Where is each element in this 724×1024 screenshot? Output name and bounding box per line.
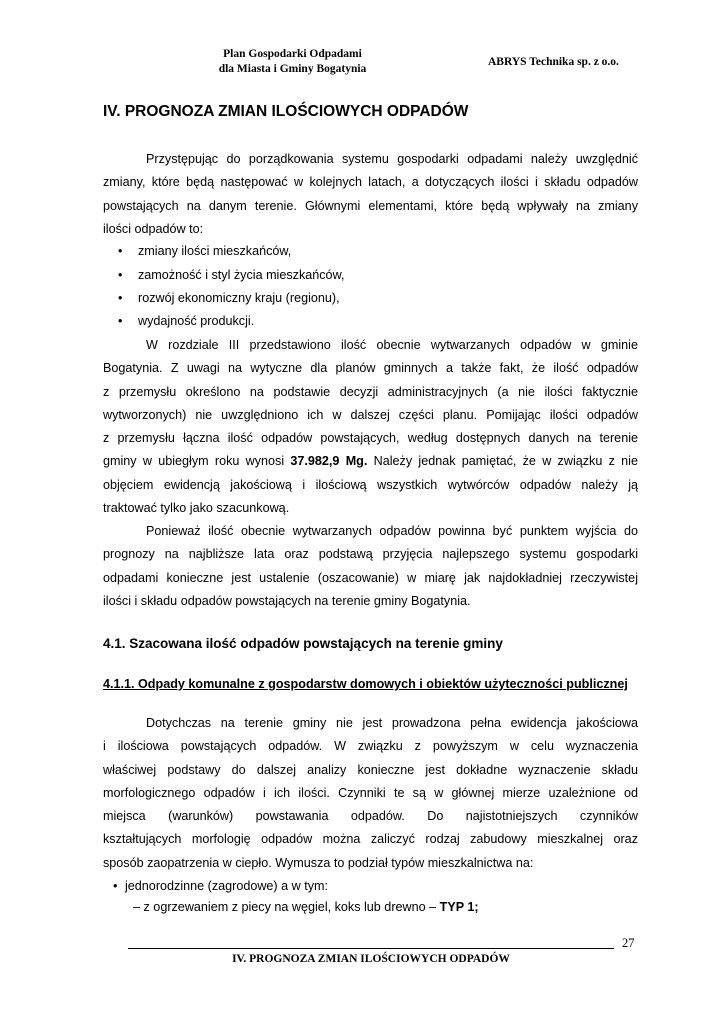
sub-list-item-label: z ogrzewaniem z piecy na węgiel, koks lub drewno – xyxy=(143,900,440,914)
paragraph-line: prognozy na najbliższe lata oraz podstawą przyjęcia najlepszego systemu gospodarki xyxy=(103,547,638,562)
morphology-paragraph xyxy=(103,712,638,875)
paragraph-line: wytworzonych) nie uwzględniono ich w dalszej części planu. Pomijając ilości odpadów xyxy=(103,407,638,422)
list-item-label: zamożność i styl życia mieszkańców, xyxy=(138,268,345,282)
paragraph-line: Bogatynia. Z uwagi na wytyczne dla planów gminnych a także fakt, że ilość odpadów xyxy=(103,361,638,376)
list-item-label: jednorodzinne (zagrodowe) a w tym: xyxy=(125,879,329,893)
bullet-icon: • xyxy=(118,244,123,258)
paragraph-line xyxy=(103,450,638,473)
document-header xyxy=(195,47,390,77)
bullet-icon: • xyxy=(118,268,123,282)
intro-paragraph xyxy=(103,148,638,241)
paragraph-line: miejsca (warunków) powstawania odpadów. Do najistotniejszych czynników xyxy=(103,809,638,824)
header-company: ABRYS Technika sp. z o.o. xyxy=(488,56,619,68)
subsection-heading: 4.1.1. Odpady komunalne z gospodarstw domowych i obiektów użyteczności publicznej xyxy=(103,677,628,691)
bullet-icon: • xyxy=(113,879,118,893)
header-plan-title: Plan Gospodarki Odpadami xyxy=(223,48,362,60)
waste-amount-paragraph xyxy=(103,334,638,520)
paragraph-text: gminy w ubiegłym roku wynosi xyxy=(103,454,291,469)
section-heading: 4.1. Szacowana ilość odpadów powstających na terenie gminy xyxy=(103,636,503,651)
total-waste-amount: 37.982,9 Mg. xyxy=(290,454,368,469)
paragraph-line: i ilościowa powstających odpadów. W związku z powyższym w celu wyznaczenia xyxy=(103,739,638,754)
paragraph-line: objęciem ewidencją jakościową i ilościową wszystkich wytwórców odpadów należy ją xyxy=(103,477,638,492)
paragraph-line: ilości i składu odpadów powstających na terenie gminy Bogatynia. xyxy=(103,593,471,608)
paragraph-line: kształtujących morfologię odpadów można zaliczyć rodzaj zabudowy mieszkalnej oraz xyxy=(103,832,638,847)
paragraph-line: morfologicznego odpadów i ich ilości. Czynniki te są w głównej mierze uzależnione od xyxy=(103,785,638,800)
paragraph-line: Ponieważ ilość obecnie wytwarzanych odpadów powinna być punktem wyjścia do xyxy=(146,524,638,538)
forecast-paragraph xyxy=(103,520,638,613)
sub-list-item xyxy=(133,900,479,914)
paragraph-line: z przemysłu określono na podstawie decyzji administracyjnych (a nie ilości faktycznie xyxy=(103,384,638,399)
paragraph-line: W rozdziale III przedstawiono ilość obecnie wytwarzanych odpadów w gminie xyxy=(146,338,638,352)
footer-divider xyxy=(128,948,614,949)
bullet-icon: • xyxy=(118,314,123,328)
type-label: TYP 1; xyxy=(439,900,479,914)
paragraph-line: zmiany, które będą następować w kolejnych latach, a dotyczących ilości i składu odpadów xyxy=(103,175,638,190)
bullet-icon: • xyxy=(118,291,123,305)
paragraph-line: ilości odpadów to: xyxy=(103,221,204,236)
header-plan-subtitle: dla Miasta i Gminy Bogatynia xyxy=(218,63,367,75)
paragraph-line: właściwej podstawy do dalszej analizy konieczne jest dokładne wyznaczenie składu xyxy=(103,762,638,777)
footer-chapter-title: IV. PROGNOZA ZMIAN ILOŚCIOWYCH ODPADÓW xyxy=(232,953,510,965)
paragraph-line: sposób zaopatrzenia w ciepło. Wymusza to podział typów mieszkalnictwa na: xyxy=(103,855,534,870)
paragraph-line: traktować tylko jako szacunkową. xyxy=(103,501,290,516)
list-item-label: rozwój ekonomiczny kraju (regionu), xyxy=(138,291,340,305)
paragraph-line: z przemysłu łączna ilość odpadów powstających, według dostępnych danych na terenie xyxy=(103,431,638,446)
paragraph-line: powstających na danym terenie. Głównymi elementami, które będą wpływały na zmiany xyxy=(103,198,638,213)
paragraph-line: Przystępując do porządkowania systemu gospodarki odpadami należy uwzględnić xyxy=(146,152,638,166)
chapter-title: IV. PROGNOZA ZMIAN ILOŚCIOWYCH ODPADÓW xyxy=(103,103,469,120)
list-item-label: zmiany ilości mieszkańców, xyxy=(138,244,292,258)
paragraph-text: Należy jednak pamiętać, że w związku z nie xyxy=(367,454,638,469)
page-number: 27 xyxy=(622,936,635,950)
paragraph-line: odpadami konieczne jest ustalenie (oszacowanie) w miarę jak najdokładniej rzeczywistej xyxy=(103,570,638,585)
list-item-label: wydajność produkcji. xyxy=(138,314,255,328)
dash-icon: – xyxy=(133,900,141,914)
paragraph-line: Dotychczas na terenie gminy nie jest prowadzona pełna ewidencja jakościowa xyxy=(146,716,638,730)
